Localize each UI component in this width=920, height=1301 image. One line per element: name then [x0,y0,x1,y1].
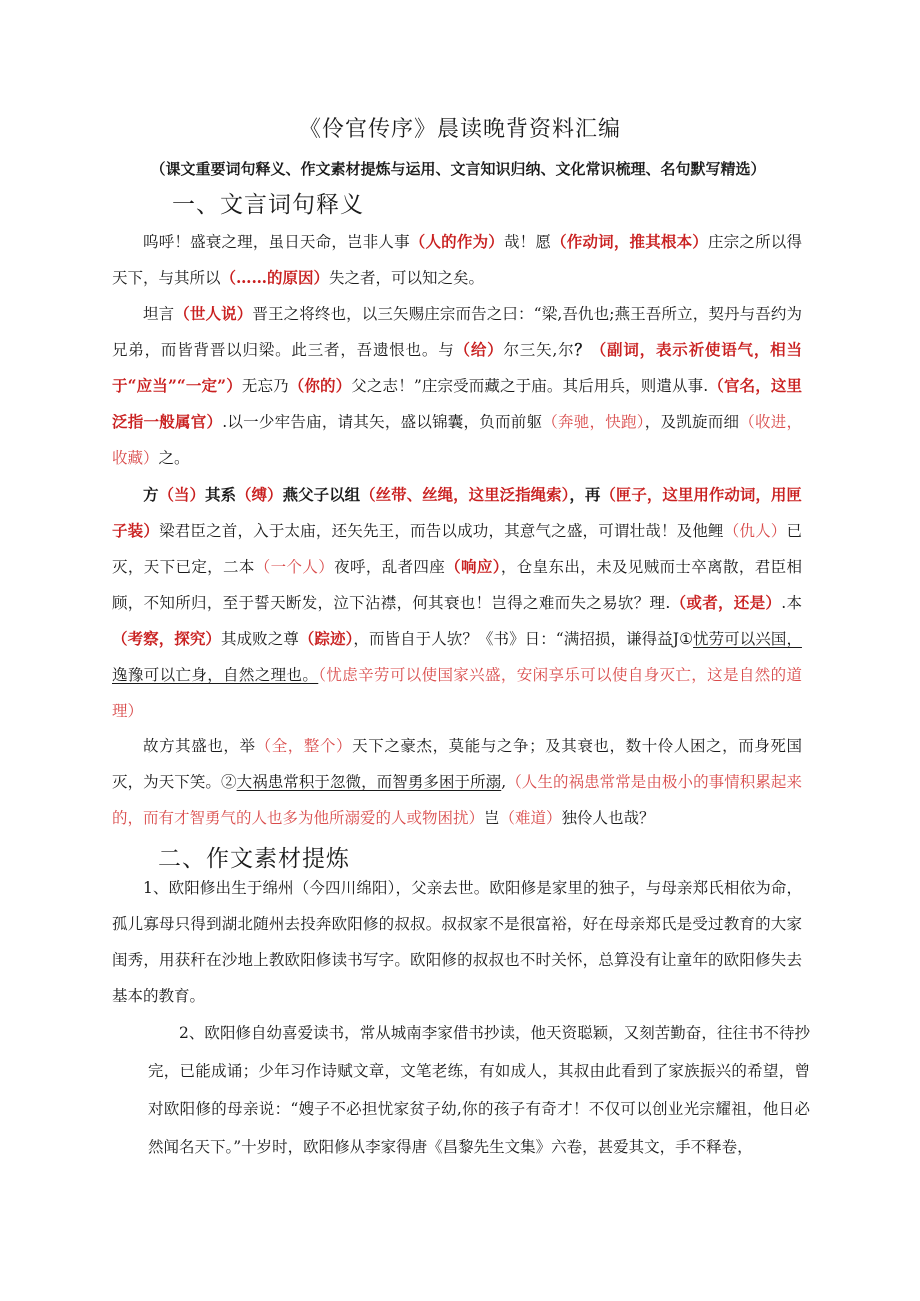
annotation: （……的原因） [220,268,330,287]
text: 独伶人也哉？ [561,809,655,827]
text: 无忘乃 [241,377,289,395]
annotation: （副词，表示祈使语气，相当于“应当”“一定”） [112,340,802,395]
text: 晋王之将终也，以三矢赐庄宗而告之曰：“梁,吾仇也;燕王吾所立，契丹与吾约为兄弟，而皆背晋以归梁。此三者，吾遗恨也。与 [112,305,802,359]
text: ？ [574,340,591,359]
annotation: （考察，探究） [112,629,221,648]
text: 之。 [158,449,190,467]
text: .以一少牢告庙，请其矢，盛以锦囊，负而前躯 [222,413,543,431]
annotation: （奔驰，快跑） [542,413,645,431]
annotation: （匣子，这里用作动词，用匣子装） [112,485,802,540]
annotation: （仇人） [723,522,787,540]
text: 哉！愿 [503,233,552,251]
text: 岂 [484,809,500,827]
annotation: （缚） [236,485,283,504]
annotation: （人生的祸患常常是由极小的事情积累起来的，而有才智勇气的人也多为他所溺爱的人或物困扰） [112,773,802,827]
annotation: （响应） [445,557,501,576]
text: ，再 [569,485,601,504]
text: 故方其盛也，举 [143,737,256,755]
text: .本 [781,594,802,612]
annotation: （丝带、丝绳，这里泛指绳索） [360,485,570,504]
annotation: （你的） [288,376,352,395]
text: ，仓皇东出，未及见贼而士卒离散，君臣相顾，不知所归，至于誓天断发，泣下沾襟，何其衰也！岂得之难而失之易欤？理. [112,558,802,612]
text: 父之志！”庄宗受而藏之于庙。其后用兵，则遣从事. [351,377,709,395]
paragraph-3 [112,477,802,729]
document-subtitle: （课文重要词句释义、作文素材提炼与运用、文言知识归纳、文化常识梳理、名句默写精选） [150,160,766,178]
annotation: （忧虑辛劳可以使国家兴盛，安闲享乐可以使自身灭亡，这是自然的道理） [112,666,802,720]
annotation: （或者，还是） [670,593,782,612]
text: 燕父子以组 [282,485,361,504]
annotation: （踪迹） [298,629,354,648]
text: 其成败之尊 [221,630,299,648]
paragraph-4 [112,728,802,836]
paragraph-5: 1、欧阳修出生于绵州（今四川绵阳），父亲去世。欧阳修是家里的独子，与母亲郑氏相依为命，孤儿寡母只得到湖北随州去投奔欧阳修的叔叔。叔叔家不是很富裕，好在母亲郑氏是受过教育的大家闺秀，用获秆在沙地上教欧阳修读书写字。欧阳修的叔叔也不时关怀，总算没有让童年的欧阳修失去基本的教育。 [112,879,802,1005]
paragraph-2 [112,296,802,476]
text: 尔三矢,尔 [503,341,575,359]
text: 坦言 [143,305,175,323]
paragraph-1 [112,224,802,296]
annotation: （难道） [499,809,562,827]
famous-quote: 大祸患常积于忽微，而智勇多困于所溺 [236,773,502,791]
text: 呜呼！盛衰之理，虽日天命，岂非人事 [143,233,410,251]
text: , [501,773,507,791]
section-heading-2: 二、作文素材提炼 [158,846,350,872]
annotation: （给） [454,340,504,359]
text: 已灭，天下已定，二本 [112,522,802,576]
text: 梁君臣之首，入于太庙，还矢先王，而告以成功，其意气之盛，可谓壮哉！及他鲤 [159,522,724,540]
document-title: 《伶官传序》晨读晚背资料汇编 [298,117,621,142]
paragraph-6: 2、欧阳修自幼喜爱读书，常从城南李家借书抄读，他天资聪颖，又刻苦勤奋，往往书不待抄完，已能成诵；少年习作诗赋文章，文笔老练，有如成人，其叔由此看到了家族振兴的希望，曾对欧阳修的母亲说：“嫂子不必担忧家贫子幼,你的孩子有奇才！不仅可以创业光宗耀祖，他日必然闻名天下。”十岁时，欧阳修从李家得唐《昌黎先生文集》六卷，甚爱其文，手不释卷， [148,1024,810,1156]
text: ，而皆自于人欤？《书》日：“满招损，谦得益J① [353,630,694,648]
text: ，及凯旋而细 [644,413,740,431]
text: 天下之豪杰，莫能与之争；及其衰也，数十伶人困之，而身死国灭，为天下笑。② [112,737,802,791]
text: 其系 [205,485,237,504]
annotation: （当） [158,485,206,504]
annotation: （收进，收藏） [112,413,802,467]
famous-quote: 忧劳可以兴国，逸豫可以亡身，自然之理也。 [112,630,802,684]
annotation: （官名，这里泛指一般属官） [112,376,802,431]
text: 方 [143,485,159,504]
annotation: （作动词，推其根本） [551,232,708,251]
annotation: （全，整个） [255,737,353,755]
text: 失之者，可以知之矣。 [329,269,485,287]
text: 庄宗之所以得天下，与其所以 [112,233,802,287]
annotation: （一个人） [254,558,335,576]
annotation: （世人说） [174,304,253,323]
annotation: （人的作为） [409,232,504,251]
section-heading-1: 一、文言词句释义 [172,192,364,218]
text: 夜呼，乱者四座 [334,558,446,576]
